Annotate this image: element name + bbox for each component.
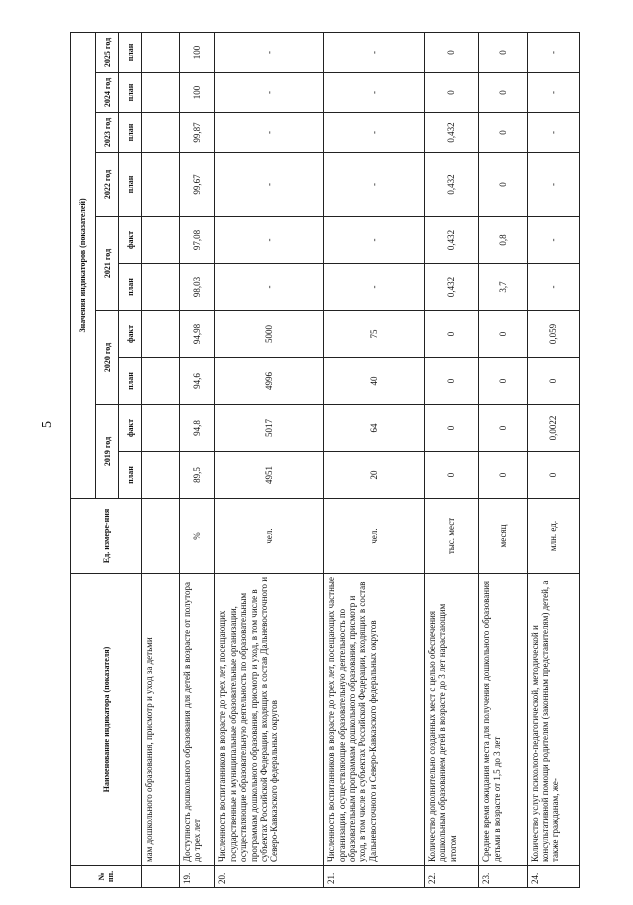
table-row [215,32,324,887]
value-cell: 0 [527,452,579,499]
page-number: 5 [40,421,55,428]
header-year-2024: 2024 год [96,73,119,113]
value-cell: - [215,217,324,264]
table-row [324,32,425,887]
value-cell [142,452,180,499]
value-cell: - [527,217,579,264]
value-cell: - [324,32,425,72]
row-number: 23. [479,866,527,888]
row-number: 21. [324,866,425,888]
header-fact: факт [119,217,142,264]
value-cell: 5017 [215,405,324,452]
table-row [527,32,579,887]
value-cell [142,264,180,311]
value-cell: - [324,73,425,113]
value-cell: - [215,73,324,113]
unit-cell: чел. [324,499,425,574]
row-number: 22. [424,866,478,888]
value-cell: 94,98 [179,311,215,358]
header-unit: Ед. измере-ния [71,499,142,574]
value-cell: 4996 [215,358,324,405]
value-cell: 40 [324,358,425,405]
value-cell [142,113,180,153]
value-cell: 100 [179,32,215,72]
value-cell: 64 [324,405,425,452]
value-cell: 94,8 [179,405,215,452]
value-cell: 0 [424,358,478,405]
value-cell: 0 [479,153,527,217]
value-cell [142,405,180,452]
unit-cell [142,499,180,574]
value-cell: 0 [424,405,478,452]
value-cell: 98,03 [179,264,215,311]
table-row [142,32,180,887]
table-row [479,32,527,887]
row-number: 20. [215,866,324,888]
row-number: 24. [527,866,579,888]
value-cell: 0,432 [424,217,478,264]
value-cell: - [527,153,579,217]
header-year-2023: 2023 год [96,113,119,153]
value-cell: 0 [527,358,579,405]
header-name: Наименование индикатора (показателя) [71,574,142,866]
header-year-2025: 2025 год [96,32,119,72]
value-cell [142,311,180,358]
value-cell: - [324,264,425,311]
unit-cell: месяц [479,499,527,574]
value-cell: 0 [479,311,527,358]
table-row [424,32,478,887]
header-plan: план [119,32,142,72]
header-plan: план [119,264,142,311]
header-fact: факт [119,311,142,358]
unit-cell: % [179,499,215,574]
value-cell: 0 [479,73,527,113]
value-cell: 99,67 [179,153,215,217]
indicator-name: Среднее время ожидания места для получения дошкольного образования детьми в возрасте от 1,5 до 3 лет [479,574,527,866]
value-cell: - [215,153,324,217]
value-cell: 89,5 [179,452,215,499]
indicator-name: Доступность дошкольного образования для детей в возрасте от полутора до трех лет [179,574,215,866]
value-cell: 99,87 [179,113,215,153]
value-cell: - [527,113,579,153]
value-cell: 0 [424,73,478,113]
value-cell [142,217,180,264]
value-cell: 94,6 [179,358,215,405]
value-cell [142,32,180,72]
header-year-2022: 2022 год [96,153,119,217]
value-cell: 0 [479,405,527,452]
table-row [179,32,215,887]
header-plan: план [119,73,142,113]
value-cell: 0,8 [479,217,527,264]
value-cell: 97,08 [179,217,215,264]
value-cell: 100 [179,73,215,113]
value-cell: - [527,73,579,113]
value-cell: 0 [479,113,527,153]
value-cell: - [527,32,579,72]
indicator-name: мам дошкольного образования, присмотр и уход за детьми [142,574,180,866]
indicator-name: Численность воспитанников в возрасте до трех лет, посещающих частные организации, осуществляющие образовательную деятельность по образовательным программам дошкольного образования, присмотр и уход, в том числе в субъектах Российской Федерации, входящих в состав Дальневосточного и Северо-Кавказского федеральных округов [324,574,425,866]
row-number [142,866,180,888]
indicator-name: Численность воспитанников в возрасте до трех лет, посещающих государственные и муниципальные образовательные организации, осуществляющие образовательную деятельность по образовательным программам дошкольного образования, присмотр и уход, в том числе в субъектах Российской Федерации, входящих в состав Дальневосточного и Северо-Кавказского федеральных округов [215,574,324,866]
value-cell: - [215,264,324,311]
value-cell: 0 [479,452,527,499]
value-cell: - [215,113,324,153]
unit-cell: чел. [215,499,324,574]
value-cell: 0,059 [527,311,579,358]
value-cell: - [324,217,425,264]
value-cell [142,73,180,113]
unit-cell: млн. ед. [527,499,579,574]
value-cell: - [215,32,324,72]
value-cell: 0,0022 [527,405,579,452]
value-cell [142,153,180,217]
header-plan: план [119,358,142,405]
value-cell: 5000 [215,311,324,358]
value-cell: 0,432 [424,153,478,217]
header-plan: план [119,153,142,217]
value-cell: 3,7 [479,264,527,311]
value-cell: 20 [324,452,425,499]
value-cell: 4951 [215,452,324,499]
header-plan: план [119,452,142,499]
row-number: 19. [179,866,215,888]
header-fact: факт [119,405,142,452]
unit-cell: тыс. мест [424,499,478,574]
indicator-name: Количество услуг психолого-педагогической, методической и консультативной помощи родителям (законным представителям) детей, а также гражданам, же- [527,574,579,866]
indicator-name: Количество дополнительно созданных мест с целью обеспечения дошкольным образованием детей в возрасте до 3 лет нарастающим итогом [424,574,478,866]
header-plan: план [119,113,142,153]
value-cell: 0 [424,32,478,72]
indicators-table [70,32,580,888]
rotated-table-wrapper [70,33,580,888]
value-cell: 0 [424,452,478,499]
header-year-2019: 2019 год [96,405,119,499]
value-cell: 75 [324,311,425,358]
value-cell: 0 [479,32,527,72]
value-cell: - [324,153,425,217]
value-cell: 0,432 [424,264,478,311]
header-year-2020: 2020 год [96,311,119,405]
value-cell [142,358,180,405]
value-cell: 0,432 [424,113,478,153]
value-cell: - [324,113,425,153]
value-cell: - [527,264,579,311]
header-values: Значения индикаторов (показателей) [71,32,96,498]
value-cell: 0 [479,358,527,405]
header-no: № пп. [71,866,142,888]
value-cell: 0 [424,311,478,358]
header-year-2021: 2021 год [96,217,119,311]
